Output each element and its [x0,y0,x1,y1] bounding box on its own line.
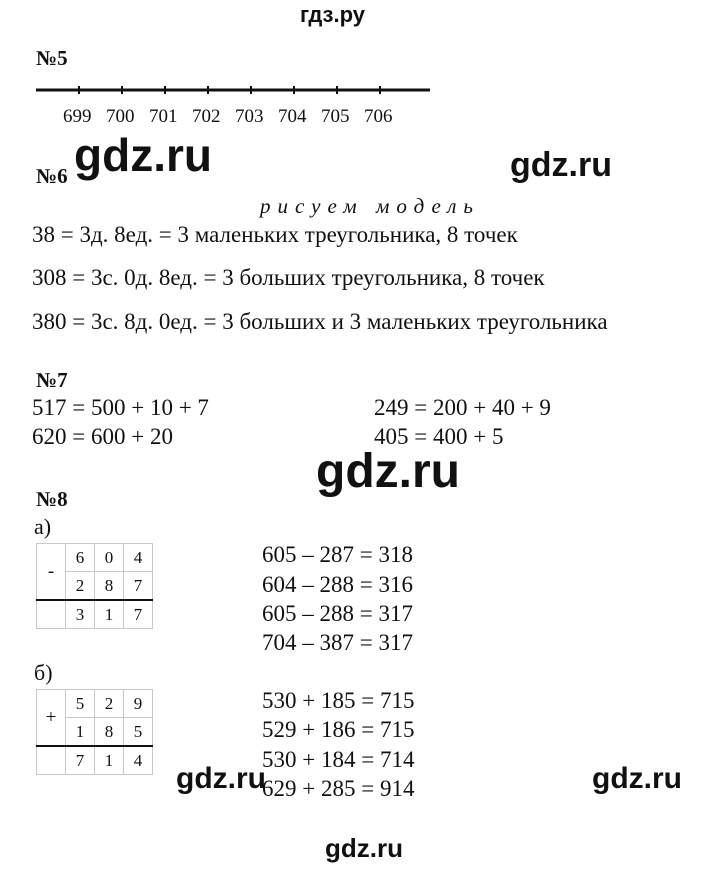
digit-cell: 5 [66,690,95,718]
tick-label: 704 [278,106,307,127]
task-7-label: №7 [36,368,68,392]
task-8a-equation: 704 – 387 = 317 [262,630,413,655]
tick-label: 700 [106,106,135,127]
task-5-label: №5 [36,46,68,70]
tick-label: 702 [192,106,221,127]
task-7-equation: 620 = 600 + 20 [32,424,173,449]
plus-sign: + [37,690,66,747]
empty-cell [37,746,66,775]
task-6-subtitle: рисуем модель [260,194,480,218]
digit-cell: 7 [124,600,153,629]
task-6-line: 380 = 3с. 8д. 0ед. = 3 больших и 3 маленьких треугольника [32,309,608,334]
tick-label: 701 [149,106,178,127]
task-7-equation: 405 = 400 + 5 [374,424,504,449]
digit-cell: 1 [95,746,124,775]
digit-cell: 2 [95,690,124,718]
tick-label: 705 [321,106,350,127]
digit-cell: 3 [66,600,95,629]
digit-cell: 8 [95,572,124,601]
tick-label: 703 [235,106,264,127]
task-6-line: 308 = 3с. 0д. 8ед. = 3 больших треугольника, 8 точек [32,265,545,290]
digit-cell: 8 [95,718,124,747]
task-8b-equation: 629 + 285 = 914 [262,776,415,801]
addition-table [36,689,153,775]
tick-label: 699 [63,106,92,127]
task-6-line: 38 = 3д. 8ед. = 3 маленьких треугольника, 8 точек [32,222,518,247]
site-title: гдз.ру [300,2,365,27]
tick-label: 706 [364,106,393,127]
task-8a-equation: 605 – 287 = 318 [262,542,413,567]
digit-cell: 4 [124,746,153,775]
digit-cell: 7 [66,746,95,775]
digit-cell: 4 [124,544,153,572]
empty-cell [37,600,66,629]
task-8b-equation: 530 + 185 = 715 [262,688,415,713]
watermark: gdz.ru [592,762,682,795]
task-7-equation: 249 = 200 + 40 + 9 [374,395,551,420]
watermark: gdz.ru [176,762,266,795]
task-8b-equation: 530 + 184 = 714 [262,747,415,772]
digit-cell: 1 [95,600,124,629]
task-7-equation: 517 = 500 + 10 + 7 [32,395,209,420]
digit-cell: 7 [124,572,153,601]
task-8-label: №8 [36,487,68,511]
task-8a-equation: 604 – 288 = 316 [262,572,413,597]
digit-cell: 5 [124,718,153,747]
task-8a-equation: 605 – 288 = 317 [262,601,413,626]
task-6-label: №6 [36,164,68,188]
subtraction-table [36,543,153,629]
task-8b-label: б) [34,660,53,685]
watermark: gdz.ru [316,445,460,498]
digit-cell: 6 [66,544,95,572]
watermark: gdz.ru [74,129,212,181]
digit-cell: 0 [95,544,124,572]
number-line [36,86,430,94]
task-8b-equation: 529 + 186 = 715 [262,717,415,742]
watermark: gdz.ru [325,833,403,863]
watermark: gdz.ru [510,146,612,184]
task-8a-label: а) [34,514,52,539]
digit-cell: 9 [124,690,153,718]
minus-sign: - [37,544,66,601]
digit-cell: 1 [66,718,95,747]
digit-cell: 2 [66,572,95,601]
